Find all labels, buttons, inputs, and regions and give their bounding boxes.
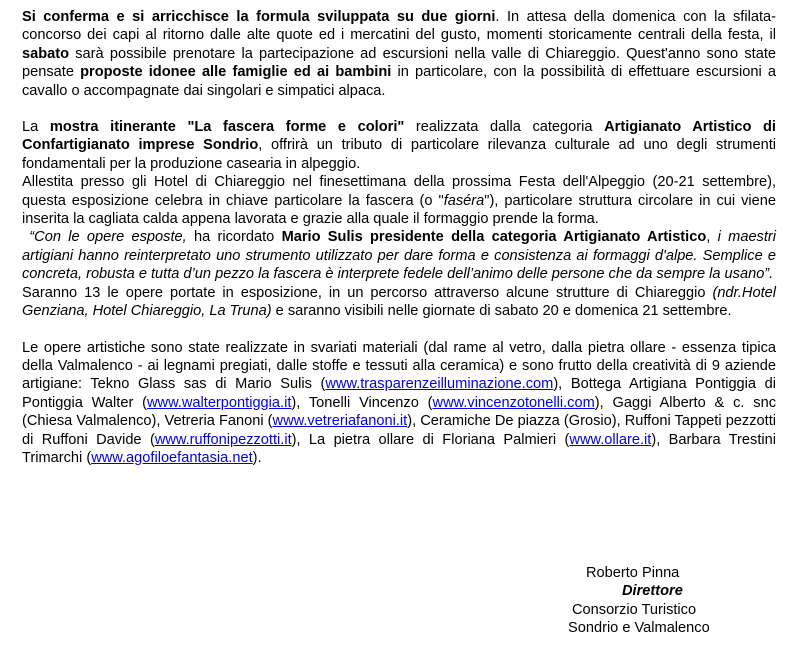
signature-org-line1: Consorzio Turistico: [572, 601, 697, 618]
signature-name: Roberto Pinna: [586, 565, 680, 581]
signature-block: [568, 564, 712, 638]
link-vetreriafanoni[interactable]: www.vetreriafanoni.it: [272, 413, 408, 430]
paragraph-gap: [22, 100, 776, 118]
bold-text: mostra itinerante "La fascera forme e colori": [49, 119, 405, 136]
italic-text: faséra: [443, 192, 485, 209]
paragraph-works-count: Saranno 13 le opere portate in esposizione, in un percorso attraverso alcune strutture di Chiareggio (ndr.Hotel Genziana, Hotel Chiareggio, La Truna) e saranno visibili nelle giornate di sabato 20 e domenica 21 settembre.: [22, 284, 776, 320]
paragraph-artisans: Le opere artistiche sono state realizzate in svariati materiali (dal rame al vetro, dalla pietra ollare - essenza tipica della Valmalenco - ai legnami pregiati, dalle stoffe e tessuti alla ceramica) e sono frutto della creatività di 9 aziende artigiane: Tekno Glass sas di Mario Sulis (www.trasparenzeilluminazione.com), Bottega Artigiana Pontiggia di Pontiggia Walter (www.walterpontiggia.it), Tonelli Vincenzo (www.vincenzotonelli.com), Gaggi Alberto & c. snc (Chiesa Valmalenco), Vetreria Fanoni (www.vetreriafanoni.it), Ceramiche De piazza (Grosio), Ruffoni Tappeti pezzotti di Ruffoni Davide (www.ruffonipezzotti.it), La pietra ollare di Floriana Palmieri (www.ollare.it), Barbara Trestini Trimarchi (www.agofiloefantasia.net).: [22, 339, 777, 466]
link-ruffonipezzotti[interactable]: www.ruffonipezzotti.it: [154, 431, 292, 448]
signature-role: Direttore: [622, 583, 683, 600]
link-vincenzotonelli[interactable]: www.vincenzotonelli.com: [432, 394, 595, 411]
bold-text: sabato: [22, 45, 70, 62]
link-ollare[interactable]: www.ollare.it: [569, 431, 652, 448]
bold-text: Si conferma e si arricchisce la formula sviluppata su due giorni: [22, 9, 496, 25]
signature-org-line2: Sondrio e Valmalenco: [568, 620, 710, 637]
paragraph-gap: [22, 321, 776, 339]
paragraph-location: Allestita presso gli Hotel di Chiareggio nel finesettimana della prossima Festa dell'Alpeggio (20-21 settembre), questa esposizione celebra in chiave particolare la fascera (o "faséra"), particolare struttura circolare in cui viene inserita la cagliata calda appena lavorata e grazie alla quale il formaggio prende la forma.: [22, 174, 776, 228]
link-trasparenzeilluminazione[interactable]: www.trasparenzeilluminazione.com: [325, 376, 554, 393]
paragraph-quote: “Con le opere esposte, ha ricordato Mario Sulis presidente della categoria Artigianato Artistico, i maestri artigiani hanno reinterpretato uno strumento utilizzato per dare forma e consistenza ai formaggi d'alpe. Semplice e concreta, robusta e tutta d’un pezzo la fascera è interprete fedele dell’animo delle persone che da sempre la usano”.: [22, 229, 777, 283]
bold-text: proposte idonee alle famiglie ed ai bambini: [80, 64, 392, 81]
italic-text: (ndr.Hotel Genziana, Hotel Chiareggio, La Truna): [22, 284, 776, 320]
bold-text: Artigianato Artistico di Confartigianato imprese Sondrio: [22, 119, 776, 154]
link-agofiloefantasia[interactable]: www.agofiloefantasia.net: [91, 449, 253, 466]
italic-text: i maestri artigiani hanno reinterpretato uno strumento utilizzato per dare forma e consistenza ai formaggi d'alpe. Semplice e concreta, robusta e tutta d’un pezzo la fascera è interprete fedele dell’animo delle persone che da sempre la usano”.: [22, 229, 777, 283]
paragraph-weekend-format: Si conferma e si arricchisce la formula sviluppata su due giorni. In attesa della domenica con la sfilata-concorso dei capi al ritorno dalle alte quote ed i mercatini del gusto, momenti storicamente centrali della festa, il sabato sarà possibile prenotare la partecipazione ad escursioni nella valle di Chiareggio. Quest'anno sono state pensate proposte idonee alle famiglie ed ai bambini in particolare, con la possibilità di effettuare escursioni a cavallo o accompagnate dai singolari e simpatici alpaca.: [22, 9, 776, 99]
link-walterpontiggia[interactable]: www.walterpontiggia.it: [147, 394, 292, 411]
bold-text: Mario Sulis presidente della categoria Artigianato Artistico: [281, 229, 707, 246]
paragraph-exhibition: La mostra itinerante "La fascera forme e colori" realizzata dalla categoria Artigianato Artistico di Confartigianato imprese Sondrio, offrirà un tributo di particolare rilevanza culturale ad uno degli strumenti fondamentali per la produzione casearia in alpeggio.: [22, 119, 776, 172]
italic-text: “Con le opere esposte,: [22, 229, 187, 246]
document-body: [22, 8, 776, 467]
